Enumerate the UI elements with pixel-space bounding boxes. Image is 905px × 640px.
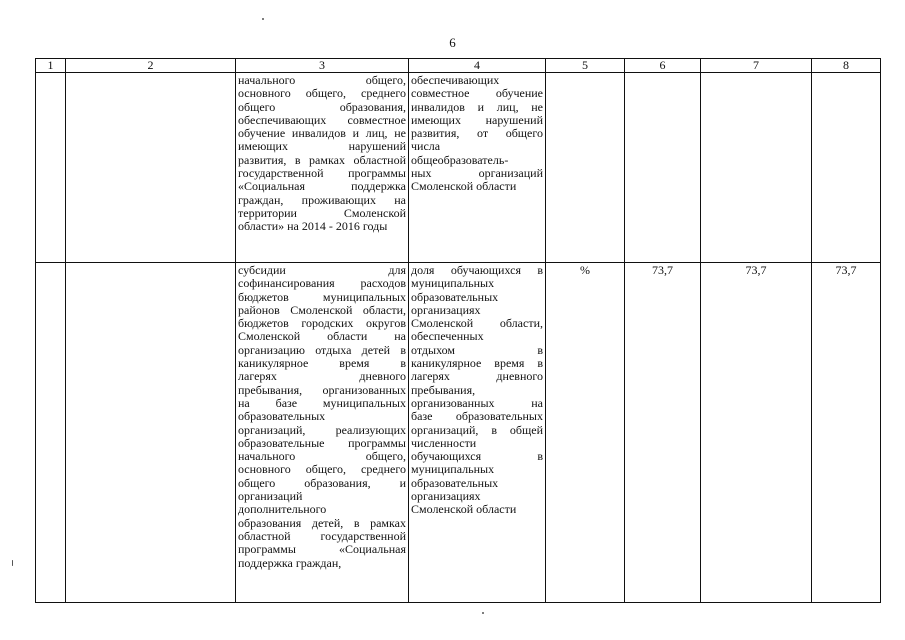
column-header: 3 — [236, 59, 409, 73]
column-header: 1 — [36, 59, 66, 73]
text-line: общего образования, и — [238, 475, 406, 490]
text-line: развития, от общего — [411, 126, 543, 141]
text-line: образовательные программы — [238, 435, 406, 450]
text-line: обеспечивающих — [411, 73, 500, 87]
text-line: организаций, в общей — [411, 422, 543, 437]
text-line: дополнительного — [238, 502, 327, 517]
text-line: бюджетов городских округов — [238, 316, 406, 331]
text-line: основного общего, среднего — [238, 462, 406, 477]
text-line: развития, в рамках областной — [238, 152, 406, 167]
text-line: Смоленской области — [411, 502, 517, 517]
text-line: бюджетов муниципальных — [238, 289, 406, 304]
event-description-cell — [236, 263, 409, 603]
indicator-table — [35, 58, 881, 603]
text-line: обеспечивающих совместное — [238, 112, 406, 127]
text-line: инвалидов и лиц, не — [411, 99, 543, 114]
text-line: начального общего, — [238, 449, 406, 464]
text-line: «Социальная поддержка — [238, 179, 406, 194]
text-line: пребывания, — [411, 382, 476, 397]
scan-speck — [262, 18, 264, 20]
column-header: 5 — [546, 59, 625, 73]
scan-speck — [12, 560, 13, 566]
table-header-row — [36, 59, 881, 73]
text-line: области» на 2014 - 2016 годы — [238, 219, 388, 234]
text-line: Смоленской области — [411, 179, 517, 194]
text-line: Смоленской области, — [411, 316, 543, 331]
text-line: субсидии для — [238, 263, 406, 277]
text-line: муниципальных — [411, 462, 495, 477]
text-line: граждан, проживающих на — [238, 192, 406, 207]
text-line: областной государственной — [238, 528, 406, 543]
text-line: образовательных — [411, 475, 499, 490]
text-line: Смоленской области на — [238, 329, 406, 344]
text-line: доля обучающихся в — [411, 263, 543, 277]
text-line: муниципальных — [411, 276, 495, 291]
text-line: числа — [411, 139, 441, 154]
column-header: 7 — [701, 59, 812, 73]
value-cell: 73,7 — [701, 263, 812, 603]
table-cell-col1 — [36, 73, 66, 263]
text-line: каникулярное время в — [411, 356, 543, 371]
table-row — [36, 263, 881, 603]
value-cell — [701, 73, 812, 263]
table-cell-col2 — [66, 263, 236, 603]
column-header: 8 — [812, 59, 881, 73]
text-line: начального общего, — [238, 73, 406, 87]
text-line: имеющих нарушений — [238, 139, 406, 154]
text-line: лагерях дневного — [238, 369, 406, 384]
column-header: 6 — [625, 59, 701, 73]
text-line: лагерях дневного — [411, 369, 543, 384]
text-line: софинансирования расходов — [238, 276, 406, 291]
text-line: на базе муниципальных — [238, 395, 406, 410]
indicator-name-cell — [409, 73, 546, 263]
text-line: обучающихся в — [411, 449, 543, 464]
text-line: поддержка граждан, — [238, 555, 342, 570]
text-line: территории Смоленской — [238, 205, 406, 220]
scan-speck — [482, 612, 484, 614]
column-header: 2 — [66, 59, 236, 73]
column-header: 4 — [409, 59, 546, 73]
text-line: государственной программы — [238, 166, 406, 181]
text-line: отдыхом в — [411, 342, 543, 357]
text-line: организациях — [411, 489, 481, 504]
text-line: образования детей, в рамках — [238, 515, 406, 530]
value-cell — [625, 73, 701, 263]
text-line: образовательных — [411, 289, 499, 304]
value-cell: 73,7 — [812, 263, 881, 603]
event-description-cell — [236, 73, 409, 263]
unit-cell: % — [546, 263, 625, 603]
text-line: программы «Социальная — [238, 542, 406, 557]
text-line: пребывания, организованных — [238, 382, 406, 397]
text-line: численности — [411, 435, 477, 450]
text-line: базе образовательных — [411, 409, 543, 424]
text-line: образовательных — [238, 409, 326, 424]
text-line: общего образования, — [238, 99, 406, 114]
text-line: организацию отдыха детей в — [238, 342, 406, 357]
text-line: районов Смоленской области, — [238, 302, 406, 317]
value-cell: 73,7 — [625, 263, 701, 603]
indicator-name-cell — [409, 263, 546, 603]
text-line: обеспеченных — [411, 329, 484, 344]
table-row — [36, 73, 881, 263]
text-line: имеющих нарушений — [411, 112, 543, 127]
text-line: каникулярное время в — [238, 356, 406, 371]
text-line: общеобразователь- — [411, 152, 509, 167]
table-cell-col2 — [66, 73, 236, 263]
text-line: основного общего, среднего — [238, 86, 406, 101]
text-line: организованных на — [411, 395, 543, 410]
page-number: 6 — [449, 35, 456, 50]
text-line: организаций, реализующих — [238, 422, 406, 437]
unit-cell — [546, 73, 625, 263]
text-line: совместное обучение — [411, 86, 543, 101]
text-line: обучение инвалидов и лиц, не — [238, 126, 406, 141]
text-line: организациях — [411, 302, 481, 317]
value-cell — [812, 73, 881, 263]
text-line: ных организаций — [411, 166, 543, 181]
text-line: организаций — [238, 489, 303, 504]
table-cell-col1 — [36, 263, 66, 603]
